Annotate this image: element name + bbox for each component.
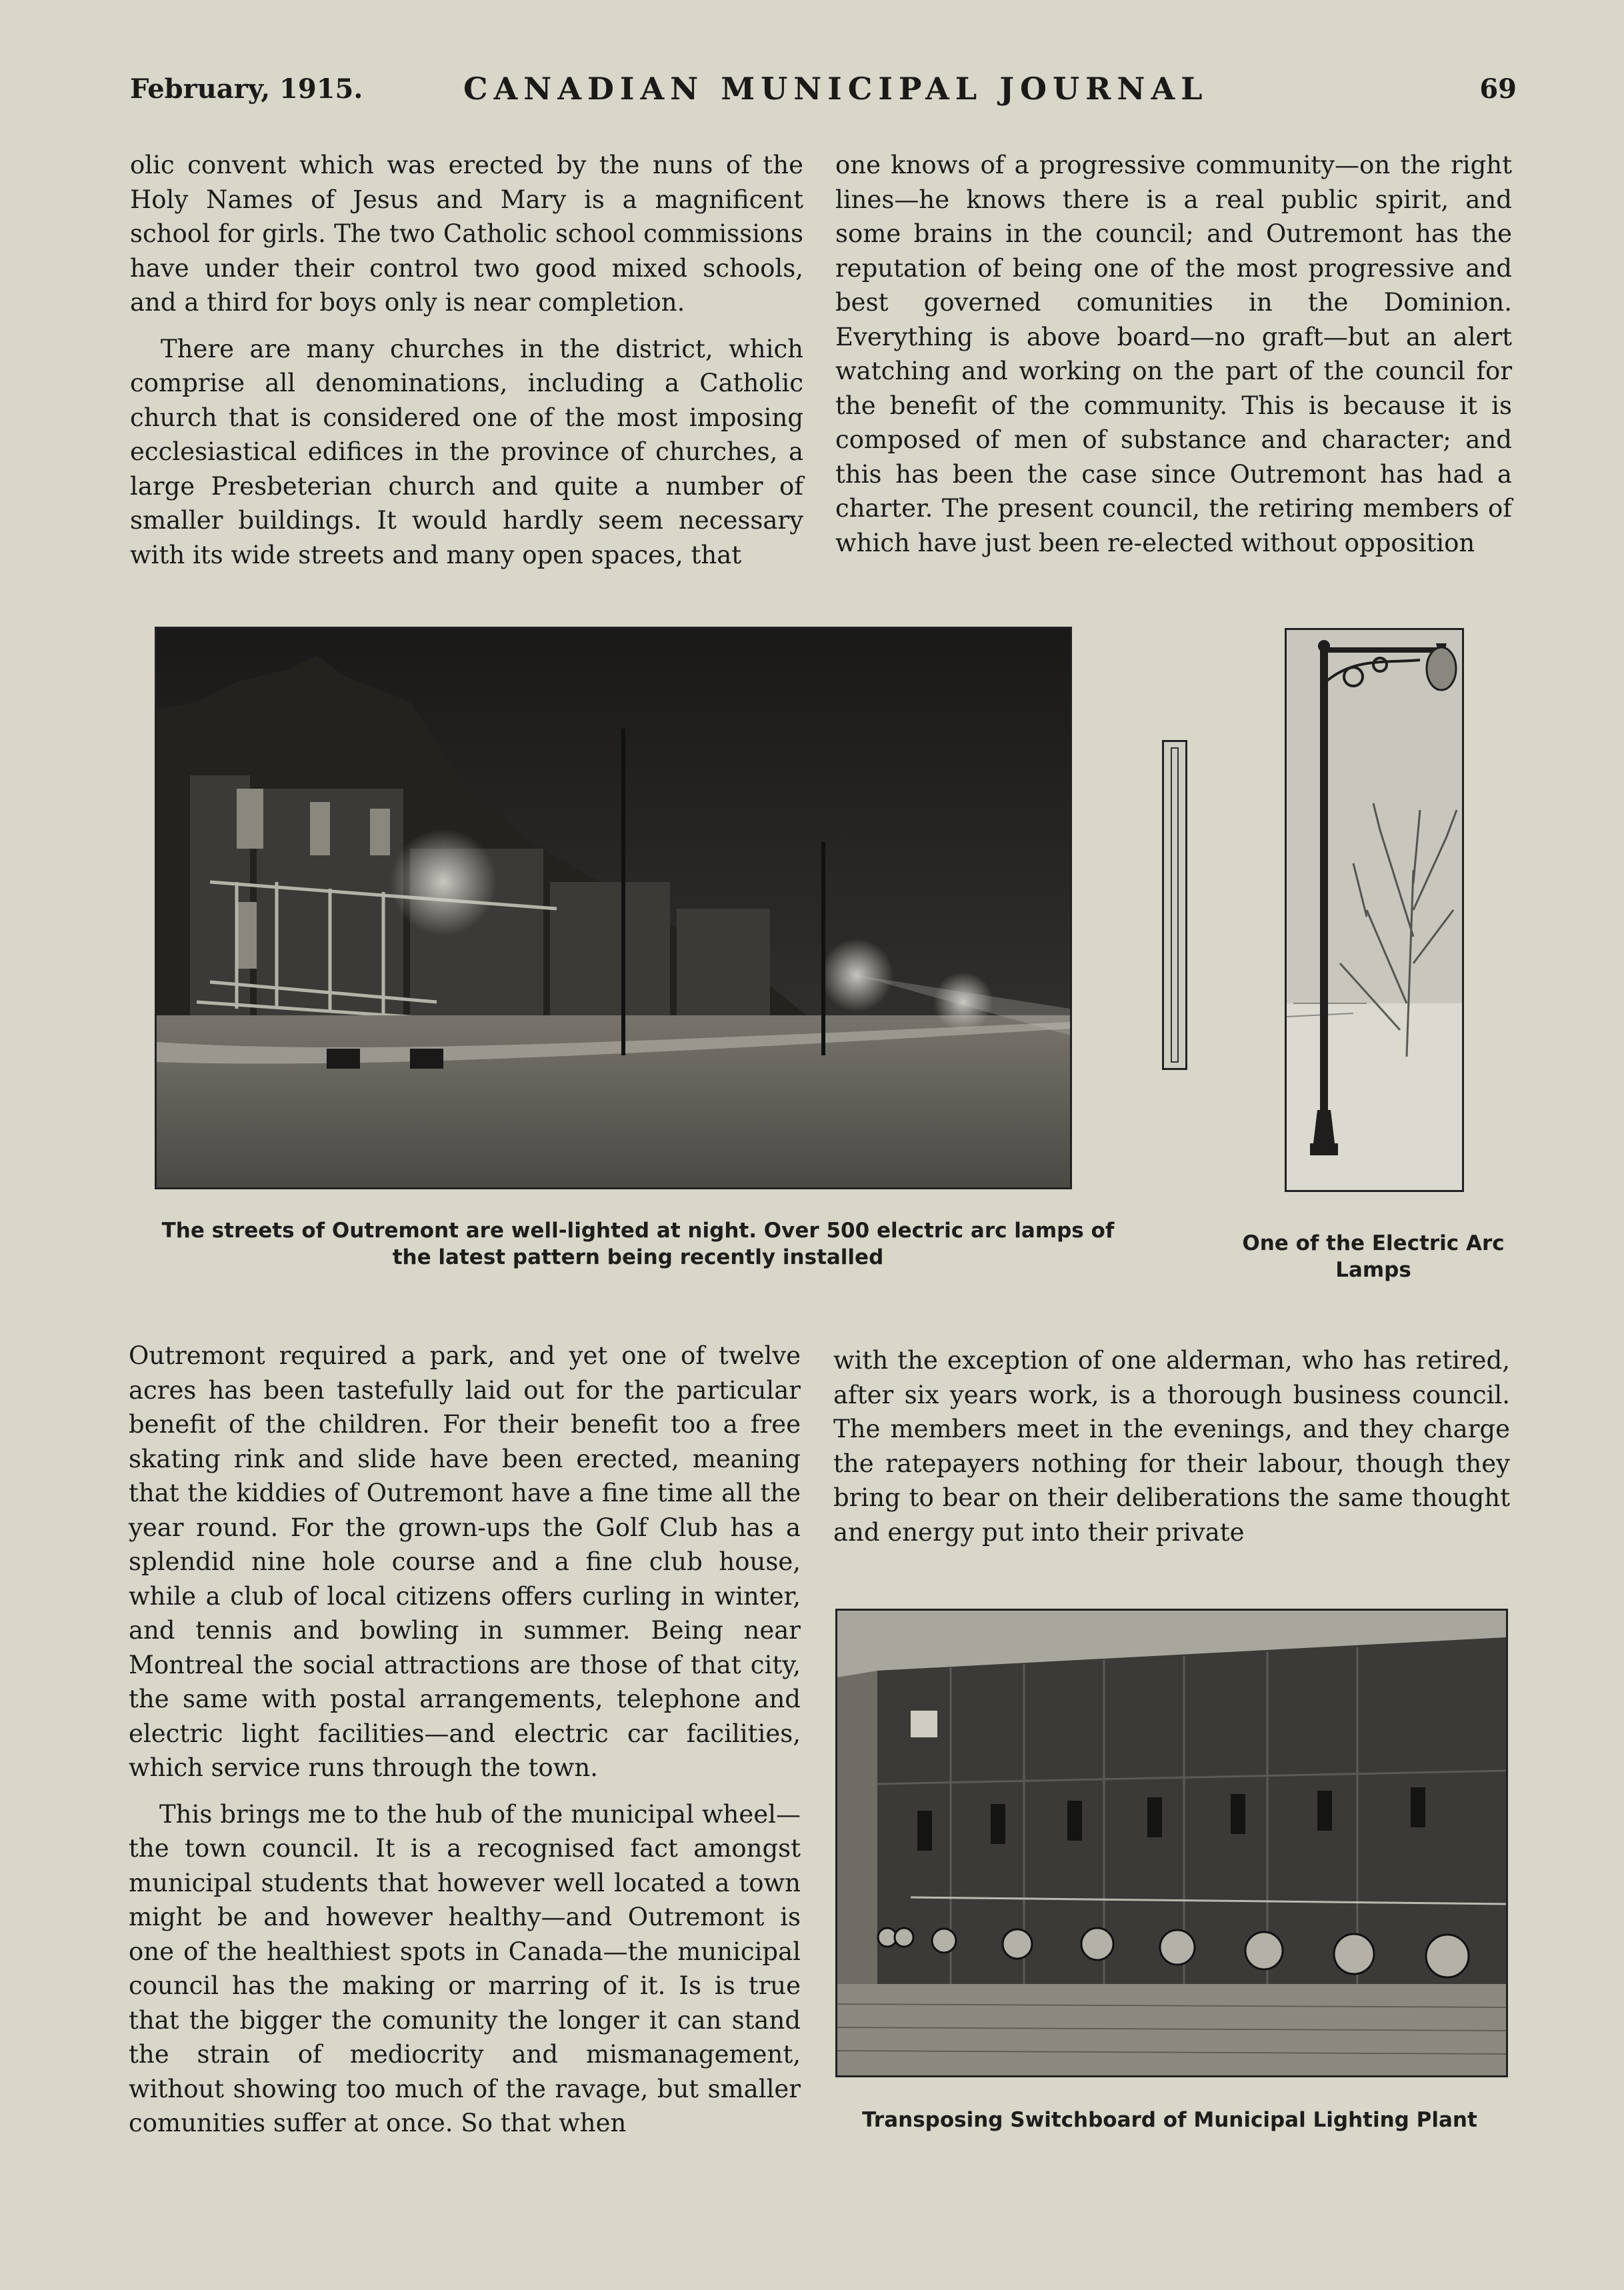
- top-right-column: [835, 148, 1512, 560]
- street-night-illustration: [157, 629, 1070, 1187]
- bottom-right-column: [833, 1343, 1510, 1549]
- arc-lamp-photo: [1285, 628, 1464, 1192]
- paragraph: olic convent which was erected by the nuns of the Holy Names of Jesus and Mary is a magnificent school for girls. The two Catholic school commissions have under their control two good mixed schools, and a third for boys only is near completion.: [130, 151, 803, 317]
- paragraph: Outremont required a park, and yet one of twelve acres has been tastefully laid out for the particular benefit of the children. For their benefit too a free skating rink and slide have been erected, meaning that the kiddies of Outremont have a fine time all the year round. For the grown-ups the Golf Club has a splendid nine hole course and a fine club house, while a club of local citizens offers curling in winter, and tennis and bowling in summer. Being near Montreal the social attractions are those of that city, the same with postal arrangements, telephone and electric light facilities—and electric car facilities, which service runs through the town.: [129, 1341, 801, 1782]
- paragraph: with the exception of one alderman, who has retired, after six years work, is a thorough business council. The members meet in the evenings, and they charge the ratepayers nothing for their labour, though they bring to bear on their deliberations the same thought and energy put into their private: [833, 1346, 1510, 1547]
- street-night-photo: [155, 627, 1072, 1189]
- paragraph: one knows of a progressive community—on the right lines—he knows there is a real public spirit, and some brains in the council; and Outremont has the reputation of being one of the most progressive and best governed comunities in the Dominion. Everything is above board—no graft—but an alert watching and working on the part of the council for the benefit of the community. This is because it is composed of men of substance and character; and this has been the case since Outremont has had a charter. The present council, the retiring members of which have just been re-elected without opposition: [835, 151, 1512, 557]
- issue-date: February, 1915.: [130, 73, 363, 105]
- switchboard-caption: Transposing Switchboard of Municipal Lighting Plant: [862, 2108, 1477, 2132]
- lamp-photo-caption: One of the Electric Arc Lamps: [1242, 1231, 1505, 1282]
- bottom-left-column: [129, 1339, 801, 2141]
- street-photo-caption: The streets of Outremont are well-lighted at night. Over 500 electric arc lamps of the latest pattern being recently installed: [161, 1219, 1115, 1269]
- switchboard-photo: [835, 1609, 1508, 2077]
- journal-title: CANADIAN MUNICIPAL JOURNAL: [463, 71, 1209, 107]
- switchboard-illustration: [837, 1611, 1506, 2075]
- page-number: 69: [1479, 73, 1517, 105]
- decorative-divider: [1162, 740, 1187, 1070]
- top-left-column: [130, 148, 803, 572]
- paragraph: This brings me to the hub of the municipal wheel—the town council. It is a recognised fact amongst municipal students that however well located a town might be and however healthy—and Outremont is one of the healthiest spots in Canada—the municipal council has the making or marring of it. Is is true that the bigger the comunity the longer it can stand the strain of mediocrity and mismanagement, without showing too much of the ravage, but smaller comunities suffer at once. So that when: [129, 1799, 801, 2137]
- page-header: [130, 67, 1517, 120]
- paragraph: There are many churches in the district, which comprise all denominations, including a Catholic church that is considered one of the most imposing ecclesiastical edifices in the province of churches, a large Presbeterian church and quite a number of smaller buildings. It would hardly seem necessary with its wide streets and many open spaces, that: [130, 334, 803, 569]
- arc-lamp-illustration: [1287, 630, 1462, 1190]
